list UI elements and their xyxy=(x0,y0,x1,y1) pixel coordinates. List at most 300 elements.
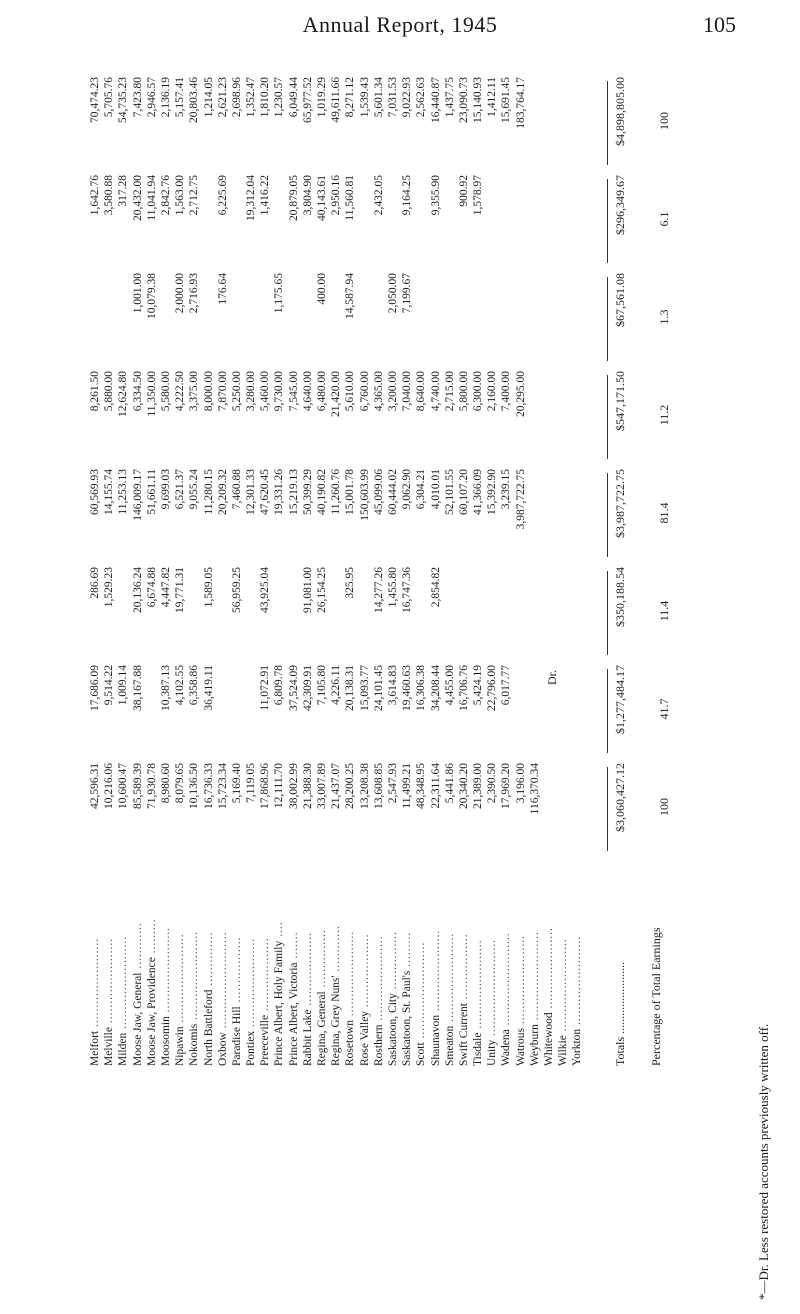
column-percentage: 41.7 xyxy=(657,698,671,720)
table-cell: 6,480.00 xyxy=(316,371,328,412)
table-cell xyxy=(230,175,244,263)
row-label xyxy=(230,861,244,1066)
row-label-text: Rosetown xyxy=(344,1020,357,1066)
table-cell: 1,352.47 xyxy=(245,77,258,118)
table-cell: 60,569.93 xyxy=(89,469,101,515)
table-cell: 33,007.89 xyxy=(316,763,328,809)
row-label-text: Melville xyxy=(103,1027,116,1066)
row-label xyxy=(372,861,386,1066)
row-label xyxy=(102,861,116,1066)
row-label xyxy=(386,861,400,1066)
page-header xyxy=(0,0,800,40)
row-label xyxy=(202,861,216,1066)
row-label-text: Rosthern xyxy=(372,1024,385,1066)
row-label-text: Nipawin xyxy=(174,1026,187,1066)
row-label-text: Moose Jaw, Providence xyxy=(145,957,158,1066)
row-labels xyxy=(88,861,585,1066)
row-label xyxy=(216,861,230,1066)
leader-dots: .... xyxy=(273,921,286,941)
table-cell: 7,105.80 xyxy=(316,665,328,706)
table-cell xyxy=(244,273,258,361)
table-cell: 1,437.75 xyxy=(443,77,456,118)
table-cell: 5,460.00 xyxy=(259,371,272,412)
table-cell: 11,072.91 xyxy=(259,665,272,711)
table-cell: 20,803.46 xyxy=(188,77,201,123)
leader-dots: ........................ xyxy=(117,935,130,1033)
table-cell: 7,545.00 xyxy=(287,371,300,412)
column-total: $350,188.54 xyxy=(613,567,627,627)
table-cell: 6,300.00 xyxy=(472,371,485,412)
table-cell xyxy=(230,273,244,361)
table-cell: 9,022.93 xyxy=(401,77,414,118)
row-label-text: Shaunavon xyxy=(429,1014,442,1066)
table-cell: 60,107.20 xyxy=(457,469,470,515)
report-title: Annual Report, 1945 xyxy=(302,12,498,37)
table-cell: 19,771.31 xyxy=(174,567,187,613)
row-label-text: Wadena xyxy=(500,1029,513,1066)
table-cell: 3,196.00 xyxy=(514,763,527,804)
row-label xyxy=(570,861,584,1066)
leader-dots: ......... xyxy=(401,931,414,971)
table-cell xyxy=(272,175,286,263)
row-label xyxy=(499,861,513,1066)
row-label-text: Whitewood xyxy=(543,1012,555,1066)
row-label-text: Nokomis xyxy=(188,1023,201,1066)
table-cell xyxy=(230,665,244,753)
table-cell: 1,539.43 xyxy=(358,77,371,118)
leader-dots: ...................... xyxy=(344,930,357,1020)
table-cell: 1,001.00 xyxy=(131,273,144,314)
table-cell: 24,101.45 xyxy=(372,665,385,711)
table-cell: 12,111.70 xyxy=(273,763,286,809)
column-percentage: 100 xyxy=(657,798,671,816)
leader-dots: ...................... xyxy=(372,935,385,1025)
table-cell: 20,209.32 xyxy=(216,469,229,515)
table-cell: 85,589.39 xyxy=(131,763,144,809)
table-cell: 146,009.17 xyxy=(131,469,144,521)
table-column xyxy=(88,665,514,753)
table-cell: 1,175.65 xyxy=(273,273,286,314)
leader-dots: ...................... xyxy=(159,927,172,1017)
table-cell: 20,295.00 xyxy=(514,371,527,417)
table-cell: 9,164.25 xyxy=(401,175,414,216)
table-cell xyxy=(216,665,230,753)
row-label-text: Oxbow xyxy=(216,1032,229,1066)
table-cell: 7,040.00 xyxy=(401,371,414,412)
table-cell: 10,136.50 xyxy=(188,763,201,809)
row-label-text: Moose Jaw, General xyxy=(131,972,144,1066)
table-cell: 9,699.03 xyxy=(159,469,172,510)
table-cell: 11,499.21 xyxy=(401,763,414,809)
row-label xyxy=(315,861,329,1066)
table-cell xyxy=(386,175,400,263)
table-cell: 2,000.00 xyxy=(174,273,187,314)
percentage-label: Percentage of Total Earnings xyxy=(649,927,663,1066)
leader-dots: ......................... xyxy=(486,939,499,1040)
table-cell: 16,706.76 xyxy=(457,665,470,711)
table-cell: 9,730.00 xyxy=(273,371,286,412)
table-cell: 40,143.61 xyxy=(316,175,328,221)
dr-heading: Dr. xyxy=(545,670,559,685)
row-label xyxy=(542,861,556,1066)
row-label xyxy=(287,861,301,1066)
row-label-text: Smeaton xyxy=(443,1025,456,1066)
table-cell: 2,432.05 xyxy=(372,175,385,216)
row-label-text: Rabbit Lake xyxy=(301,1009,314,1066)
table-cell: 2,698.96 xyxy=(230,77,243,118)
row-label-text: Tisdale xyxy=(472,1032,485,1066)
table-cell: 10,079.38 xyxy=(145,273,158,319)
table-cell: 16,440.87 xyxy=(429,77,442,123)
table-cell xyxy=(358,175,372,263)
table-cell: 7,423.80 xyxy=(131,77,144,118)
table-cell: 3,239.15 xyxy=(500,469,513,510)
table-cell: 2,716.93 xyxy=(188,273,201,314)
row-label xyxy=(88,861,102,1066)
table-cell: 38,002.99 xyxy=(287,763,300,809)
row-label-text: Scott xyxy=(415,1042,428,1066)
row-label xyxy=(556,861,570,1066)
table-cell: 15,001.78 xyxy=(344,469,357,515)
row-label-text: Yorkton xyxy=(571,1028,584,1066)
leader-dots: ......................... xyxy=(415,941,428,1043)
totals-rule xyxy=(607,81,608,165)
row-label xyxy=(145,861,159,1066)
leader-dots: ....................... xyxy=(89,937,101,1031)
leader-dots: ....................... xyxy=(528,931,541,1025)
row-label-text: Moosomin xyxy=(159,1016,172,1066)
totals-rule xyxy=(607,571,608,655)
row-label xyxy=(414,861,428,1066)
column-total: $4,898,805.00 xyxy=(613,77,627,146)
table-cell: 4,010.01 xyxy=(429,469,442,510)
row-label xyxy=(116,861,130,1066)
table-cell: 20,879.05 xyxy=(287,175,300,221)
table-cell xyxy=(216,567,230,655)
table-cell: 12,624.80 xyxy=(117,371,130,417)
table-cell: 19,312.04 xyxy=(245,175,258,221)
table-column xyxy=(88,371,528,459)
table-cell: 6,358.86 xyxy=(188,665,201,706)
table-cell: 1,412.11 xyxy=(486,77,499,117)
leader-dots: ................... xyxy=(301,931,314,1010)
table-cell: 9,062.90 xyxy=(401,469,414,510)
table-cell xyxy=(202,175,216,263)
table-cell: 15,219.13 xyxy=(287,469,300,515)
table-cell: 7,199.67 xyxy=(401,273,414,314)
table-cell: 400.00 xyxy=(316,273,328,305)
column-total: $547,171.50 xyxy=(613,371,627,431)
row-label xyxy=(244,861,258,1066)
table-cell: 2,712.75 xyxy=(188,175,201,216)
table-cell: 13,608.85 xyxy=(372,763,385,809)
table-cell xyxy=(329,273,343,361)
totals-rule xyxy=(607,669,608,753)
table-cell: 21,437.07 xyxy=(330,763,343,809)
table-cell: 7,119.05 xyxy=(245,763,258,803)
row-label-text: Preeceville xyxy=(259,1014,272,1066)
row-label xyxy=(131,861,145,1066)
table-cell: 20,432.00 xyxy=(131,175,144,221)
table-cell: 9,514.22 xyxy=(103,665,116,706)
table-cell: 50,399.29 xyxy=(301,469,314,515)
table-cell: 20,138.31 xyxy=(344,665,357,711)
table-cell: 23,090.73 xyxy=(457,77,470,123)
totals-rule xyxy=(607,473,608,557)
table-cell: 3,280.00 xyxy=(245,371,258,412)
row-label xyxy=(301,861,315,1066)
table-cell: 4,365.00 xyxy=(372,371,385,412)
table-cell xyxy=(244,567,258,655)
table-column xyxy=(88,567,443,655)
column-percentage: 11.2 xyxy=(657,404,671,426)
table-cell: 8,271.12 xyxy=(344,77,357,118)
table-cell xyxy=(116,567,130,655)
row-label-text: Pontiex xyxy=(245,1030,258,1066)
table-cell: 70,474.23 xyxy=(89,77,101,123)
table-cell: 1,642.76 xyxy=(89,175,101,216)
leader-dots: ......... xyxy=(145,918,158,958)
row-label xyxy=(159,861,173,1066)
row-label xyxy=(358,861,372,1066)
table-cell: 10,216.06 xyxy=(103,763,116,809)
leader-dots: ........................ xyxy=(500,932,513,1030)
table-cell xyxy=(272,567,286,655)
table-cell: 6,049.44 xyxy=(287,77,300,118)
table-cell xyxy=(116,273,130,361)
table-cell: 7,400.00 xyxy=(500,371,513,412)
table-cell xyxy=(414,175,428,263)
leader-dots: ............... xyxy=(386,931,399,994)
table-cell: 317.28 xyxy=(117,175,130,207)
table-cell: 3,987,722.75 xyxy=(514,469,527,530)
rotated-table xyxy=(88,66,728,1066)
leader-dots: ................... xyxy=(259,937,272,1015)
table-cell: 20,136.24 xyxy=(131,567,144,613)
row-label-text: Melfort xyxy=(89,1030,101,1066)
table-cell: 116,370.34 xyxy=(528,763,541,815)
row-label xyxy=(485,861,499,1066)
table-cell xyxy=(145,665,159,753)
leader-dots: ................. xyxy=(230,936,243,1007)
row-label-text: Milden xyxy=(117,1032,130,1066)
table-cell: 17,969.20 xyxy=(500,763,513,809)
table-column xyxy=(88,469,528,557)
table-cell: 1,230.57 xyxy=(273,77,286,118)
row-label-text: Regina, Grey Nuns' xyxy=(330,975,343,1066)
table-cell: 4,740.00 xyxy=(429,371,442,412)
table-cell: 40,190.82 xyxy=(316,469,328,515)
table-cell xyxy=(102,273,116,361)
table-cell: 5,424.19 xyxy=(472,665,485,706)
table-cell: 1,416.22 xyxy=(259,175,272,216)
table-cell xyxy=(258,273,272,361)
table-cell xyxy=(202,273,216,361)
table-cell: 21,388.30 xyxy=(301,763,314,809)
row-label-text: North Battleford xyxy=(202,989,215,1066)
table-cell: 19,331.26 xyxy=(273,469,286,515)
table-cell: 22,796.00 xyxy=(486,665,499,711)
row-label xyxy=(471,861,485,1066)
leader-dots: ............... xyxy=(316,929,328,992)
table-cell: 19,460.63 xyxy=(401,665,414,711)
leader-dots: ....................... xyxy=(571,935,584,1029)
table-cell xyxy=(414,567,428,655)
row-label xyxy=(329,861,343,1066)
table-cell: 10,387.13 xyxy=(159,665,172,711)
row-label xyxy=(457,861,471,1066)
leader-dots: ....................... xyxy=(188,930,201,1024)
table-cell: 6,674.88 xyxy=(145,567,158,608)
row-label-text: Swift Current xyxy=(457,1003,470,1066)
table-cell: 41,366.09 xyxy=(472,469,485,515)
table-cell: 21,420.00 xyxy=(330,371,343,417)
table-cell: 2,136.19 xyxy=(159,77,172,118)
leader-dots: ...................... xyxy=(103,937,116,1028)
table-cell: 12,301.33 xyxy=(245,469,258,515)
table-cell: 8,079.65 xyxy=(174,763,187,804)
table-cell: 5,157.41 xyxy=(174,77,187,118)
leader-dots: ......................... xyxy=(216,931,229,1033)
table-cell: 11,041.94 xyxy=(145,175,158,221)
column-total: $3,987,722.75 xyxy=(613,469,627,538)
leader-dots: ....................... xyxy=(443,932,456,1026)
table-cell: 56,959.25 xyxy=(230,567,243,613)
table-cell: 14,587.94 xyxy=(344,273,357,319)
table-cell: 2,160.00 xyxy=(486,371,499,412)
table-cell: 48,348.95 xyxy=(415,763,428,809)
totals-label: Totals ........................ xyxy=(613,961,627,1066)
table-cell: 3,200.00 xyxy=(386,371,399,412)
table-cell: 71,930.78 xyxy=(145,763,158,809)
table-cell: 2,715.00 xyxy=(443,371,456,412)
table-cell: 42,309.91 xyxy=(301,665,314,711)
table-cell: 3,375.00 xyxy=(188,371,201,412)
column-percentage: 100 xyxy=(657,112,671,130)
table-cell: 4,447.82 xyxy=(159,567,172,608)
leader-dots: ..................... xyxy=(543,927,555,1013)
earnings-table xyxy=(88,66,728,1066)
table-cell: 1,214.05 xyxy=(202,77,215,118)
table-cell: 8,640.00 xyxy=(415,371,428,412)
table-cell xyxy=(358,567,372,655)
table-cell: 5,169.40 xyxy=(230,763,243,804)
row-label-text: Prince Albert, Holy Family xyxy=(273,940,286,1066)
table-cell: 5,880.00 xyxy=(103,371,116,412)
row-label xyxy=(258,861,272,1066)
leader-dots: ............ xyxy=(131,922,144,973)
leader-dots: .............. xyxy=(202,931,215,990)
leader-dots: ..................... xyxy=(429,929,442,1015)
table-cell: 9,355.90 xyxy=(429,175,442,216)
table-cell: 8,261.50 xyxy=(89,371,101,412)
table-cell: 2,390.50 xyxy=(486,763,499,804)
table-cell: 15,691.45 xyxy=(500,77,513,123)
totals-rule xyxy=(607,179,608,263)
table-cell xyxy=(287,567,301,655)
page-number: 105 xyxy=(703,12,736,37)
table-cell: 10,600.47 xyxy=(117,763,130,809)
table-cell: 1,019.29 xyxy=(316,77,328,118)
totals-rule xyxy=(607,277,608,361)
table-cell: 286.69 xyxy=(89,567,101,599)
table-cell: 21,389.00 xyxy=(472,763,485,809)
table-cell: 7,031.53 xyxy=(386,77,399,118)
row-label xyxy=(443,861,457,1066)
table-cell: 54,735.23 xyxy=(117,77,130,123)
row-label xyxy=(528,861,542,1066)
table-cell: 13,208.38 xyxy=(358,763,371,809)
totals-rule xyxy=(607,767,608,851)
table-cell: 2,842.76 xyxy=(159,175,172,216)
table-column xyxy=(88,273,414,361)
leader-dots: ....................... xyxy=(472,939,485,1033)
table-cell xyxy=(329,567,343,655)
table-cell: 36,419.11 xyxy=(202,665,215,711)
table-cell: 5,610.00 xyxy=(344,371,357,412)
table-cell: 22,311.64 xyxy=(429,763,442,809)
table-cell: 42,596.31 xyxy=(89,763,101,809)
leader-dots: ....................... xyxy=(245,937,258,1031)
table-cell: 16,306.38 xyxy=(415,665,428,711)
table-cell: 15,140.93 xyxy=(472,77,485,123)
table-cell: 37,524.09 xyxy=(287,665,300,711)
row-label-text: Rose Valley xyxy=(358,1010,371,1066)
table-cell: 49,611.66 xyxy=(330,77,343,123)
row-label-text: Unity xyxy=(486,1039,499,1066)
table-cell: 2,562.63 xyxy=(415,77,428,118)
footnote: *—Dr. Less restored accounts previously written off. xyxy=(756,1023,771,1300)
leader-dots: ....... xyxy=(287,931,300,963)
table-cell xyxy=(372,273,386,361)
table-cell: 38,167.88 xyxy=(131,665,144,711)
table-cell: 4,640.00 xyxy=(301,371,314,412)
table-cell xyxy=(159,273,173,361)
table-cell: 17,686.09 xyxy=(89,665,101,711)
leader-dots: ........................ xyxy=(557,938,570,1036)
table-cell: 325.95 xyxy=(344,567,357,599)
table-cell: 1,578.97 xyxy=(472,175,485,216)
table-cell: 5,250.00 xyxy=(230,371,243,412)
table-cell: 47,620.45 xyxy=(259,469,272,515)
table-cell: 1,810.20 xyxy=(259,77,272,118)
table-cell xyxy=(358,273,372,361)
column-total: $3,060,427.12 xyxy=(613,763,627,832)
table-cell: 1,529.23 xyxy=(103,567,116,608)
table-cell: 11,350.00 xyxy=(145,371,158,417)
row-label-text: Weyburn xyxy=(528,1024,541,1066)
table-cell: 8,000.00 xyxy=(202,371,215,412)
table-cell: 6,809.78 xyxy=(273,665,286,706)
table-cell xyxy=(244,665,258,753)
table-cell: 7,460.88 xyxy=(230,469,243,510)
table-cell: 15,723.34 xyxy=(216,763,229,809)
table-column xyxy=(88,763,542,851)
leader-dots: ....................... xyxy=(514,934,527,1028)
table-cell: 16,747.36 xyxy=(401,567,414,613)
row-label xyxy=(429,861,443,1066)
table-cell: 34,208.44 xyxy=(429,665,442,711)
table-cell: 183,764.17 xyxy=(514,77,527,129)
column-total: $296,349.67 xyxy=(613,175,627,235)
table-cell: 45,099.06 xyxy=(372,469,385,515)
table-cell xyxy=(187,567,201,655)
table-cell: 1,589.05 xyxy=(202,567,215,608)
table-cell: 5,800.00 xyxy=(457,371,470,412)
column-total: $1,277,484.17 xyxy=(613,665,627,734)
table-cell: 4,455.00 xyxy=(443,665,456,706)
row-label-text: Wilkie xyxy=(557,1035,570,1066)
